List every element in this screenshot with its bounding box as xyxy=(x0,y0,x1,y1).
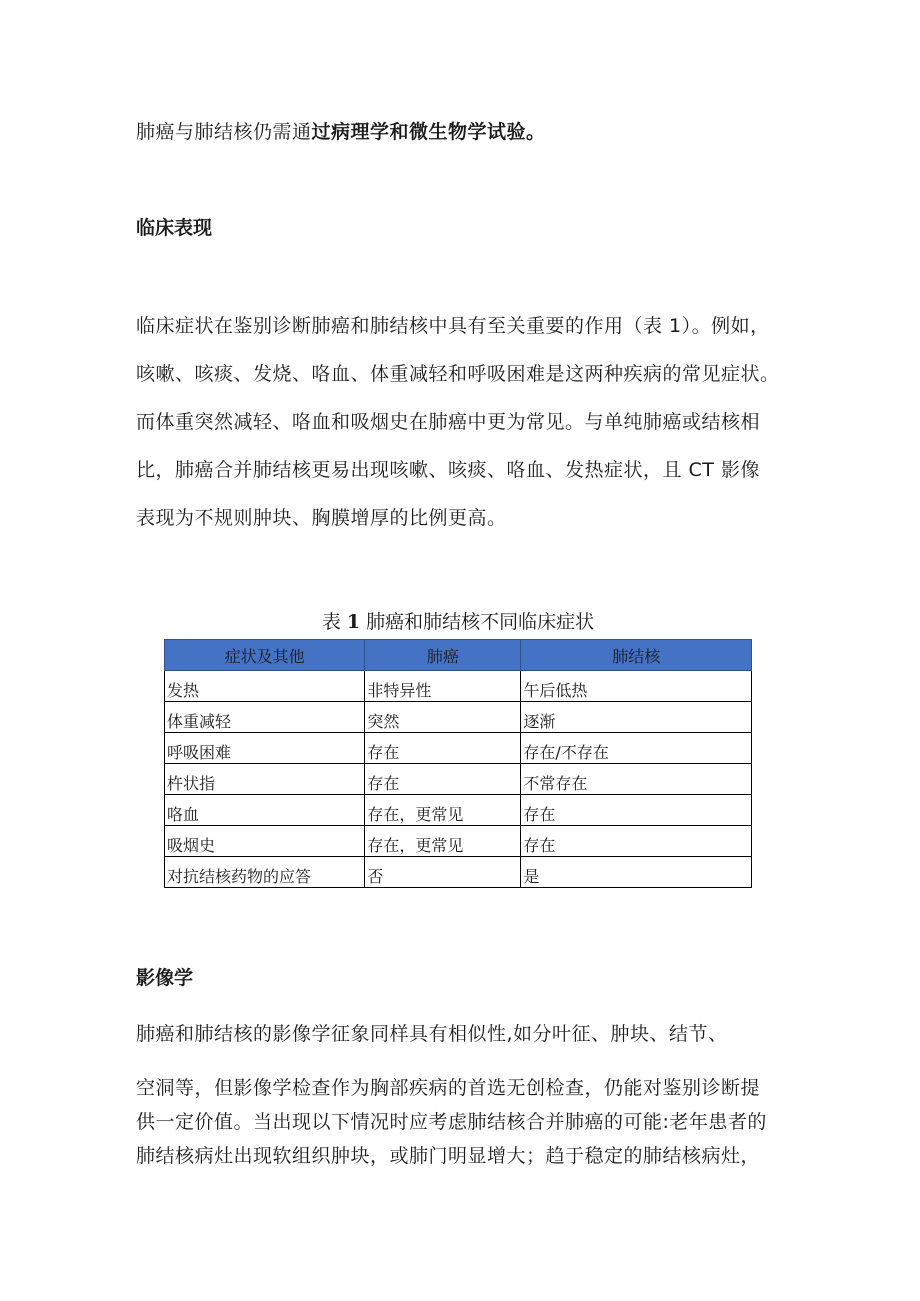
table-cell: 不常存在 xyxy=(521,764,752,795)
clinical-line: 表现为不规则肿块、胸膜增厚的比例更高。 xyxy=(136,507,507,529)
intro-text: 肺癌与肺结核仍需通 xyxy=(136,121,312,143)
table-caption-number: 1 xyxy=(346,611,361,633)
table-cell: 午后低热 xyxy=(521,671,752,702)
table-cell: 存在 xyxy=(521,826,752,857)
table-cell: 对抗结核药物的应答 xyxy=(165,857,365,888)
table-cell: 吸烟史 xyxy=(165,826,365,857)
clinical-line: 比，肺癌合并肺结核更易出现咳嗽、咳痰、咯血、发热症状，且 CT 影像 xyxy=(136,459,760,481)
symptoms-table xyxy=(164,639,752,888)
imaging-line: 供一定价值。当出现以下情况时应考虑肺结核合并肺癌的可能:老年患者的 xyxy=(136,1111,767,1133)
table-cell: 咯血 xyxy=(165,795,365,826)
table-cell: 存在 xyxy=(521,795,752,826)
table-cell: 非特异性 xyxy=(365,671,521,702)
table-caption-text: 肺癌和肺结核不同临床症状 xyxy=(366,611,595,633)
column-header-lung-cancer: 肺癌 xyxy=(365,640,521,671)
table-row xyxy=(165,826,752,857)
table-row xyxy=(165,857,752,888)
column-header-tuberculosis: 肺结核 xyxy=(521,640,752,671)
table-cell: 体重减轻 xyxy=(165,702,365,733)
table-row xyxy=(165,671,752,702)
imaging-line: 肺结核病灶出现软组织肿块，或肺门明显增大；趋于稳定的肺结核病灶， xyxy=(136,1145,761,1167)
table-cell: 存在/不存在 xyxy=(521,733,752,764)
table-header-row xyxy=(165,640,752,671)
table-cell: 杵状指 xyxy=(165,764,365,795)
intro-paragraph xyxy=(136,119,546,145)
table-cell: 存在，更常见 xyxy=(365,826,521,857)
clinical-line: 临床症状在鉴别诊断肺癌和肺结核中具有至关重要的作用（表 1）。例如， xyxy=(136,315,770,337)
table-cell: 存在 xyxy=(365,733,521,764)
section-heading-imaging: 影像学 xyxy=(136,967,194,989)
table-row xyxy=(165,702,752,733)
table-cell: 否 xyxy=(365,857,521,888)
table-caption-prefix: 表 xyxy=(321,611,341,633)
table-cell: 存在 xyxy=(365,764,521,795)
section-heading-clinical: 临床表现 xyxy=(136,217,213,239)
table-row xyxy=(165,795,752,826)
imaging-line: 肺癌和肺结核的影像学征象同样具有相似性,如分叶征、肿块、结节、 xyxy=(136,1023,728,1045)
table-row xyxy=(165,764,752,795)
intro-bold-text: 过病理学和微生物学试验。 xyxy=(311,121,546,143)
table-caption xyxy=(164,609,752,635)
table-cell: 存在，更常见 xyxy=(365,795,521,826)
clinical-line: 而体重突然减轻、咯血和吸烟史在肺癌中更为常见。与单纯肺癌或结核相 xyxy=(136,411,761,433)
table-cell: 发热 xyxy=(165,671,365,702)
table-cell: 逐渐 xyxy=(521,702,752,733)
imaging-line: 空洞等，但影像学检查作为胸部疾病的首选无创检查，仍能对鉴别诊断提 xyxy=(136,1077,761,1099)
table-cell: 呼吸困难 xyxy=(165,733,365,764)
clinical-line: 咳嗽、咳痰、发烧、咯血、体重减轻和呼吸困难是这两种疾病的常见症状。 xyxy=(136,363,780,385)
table-row xyxy=(165,733,752,764)
column-header-symptom: 症状及其他 xyxy=(165,640,365,671)
table-cell: 是 xyxy=(521,857,752,888)
table-cell: 突然 xyxy=(365,702,521,733)
